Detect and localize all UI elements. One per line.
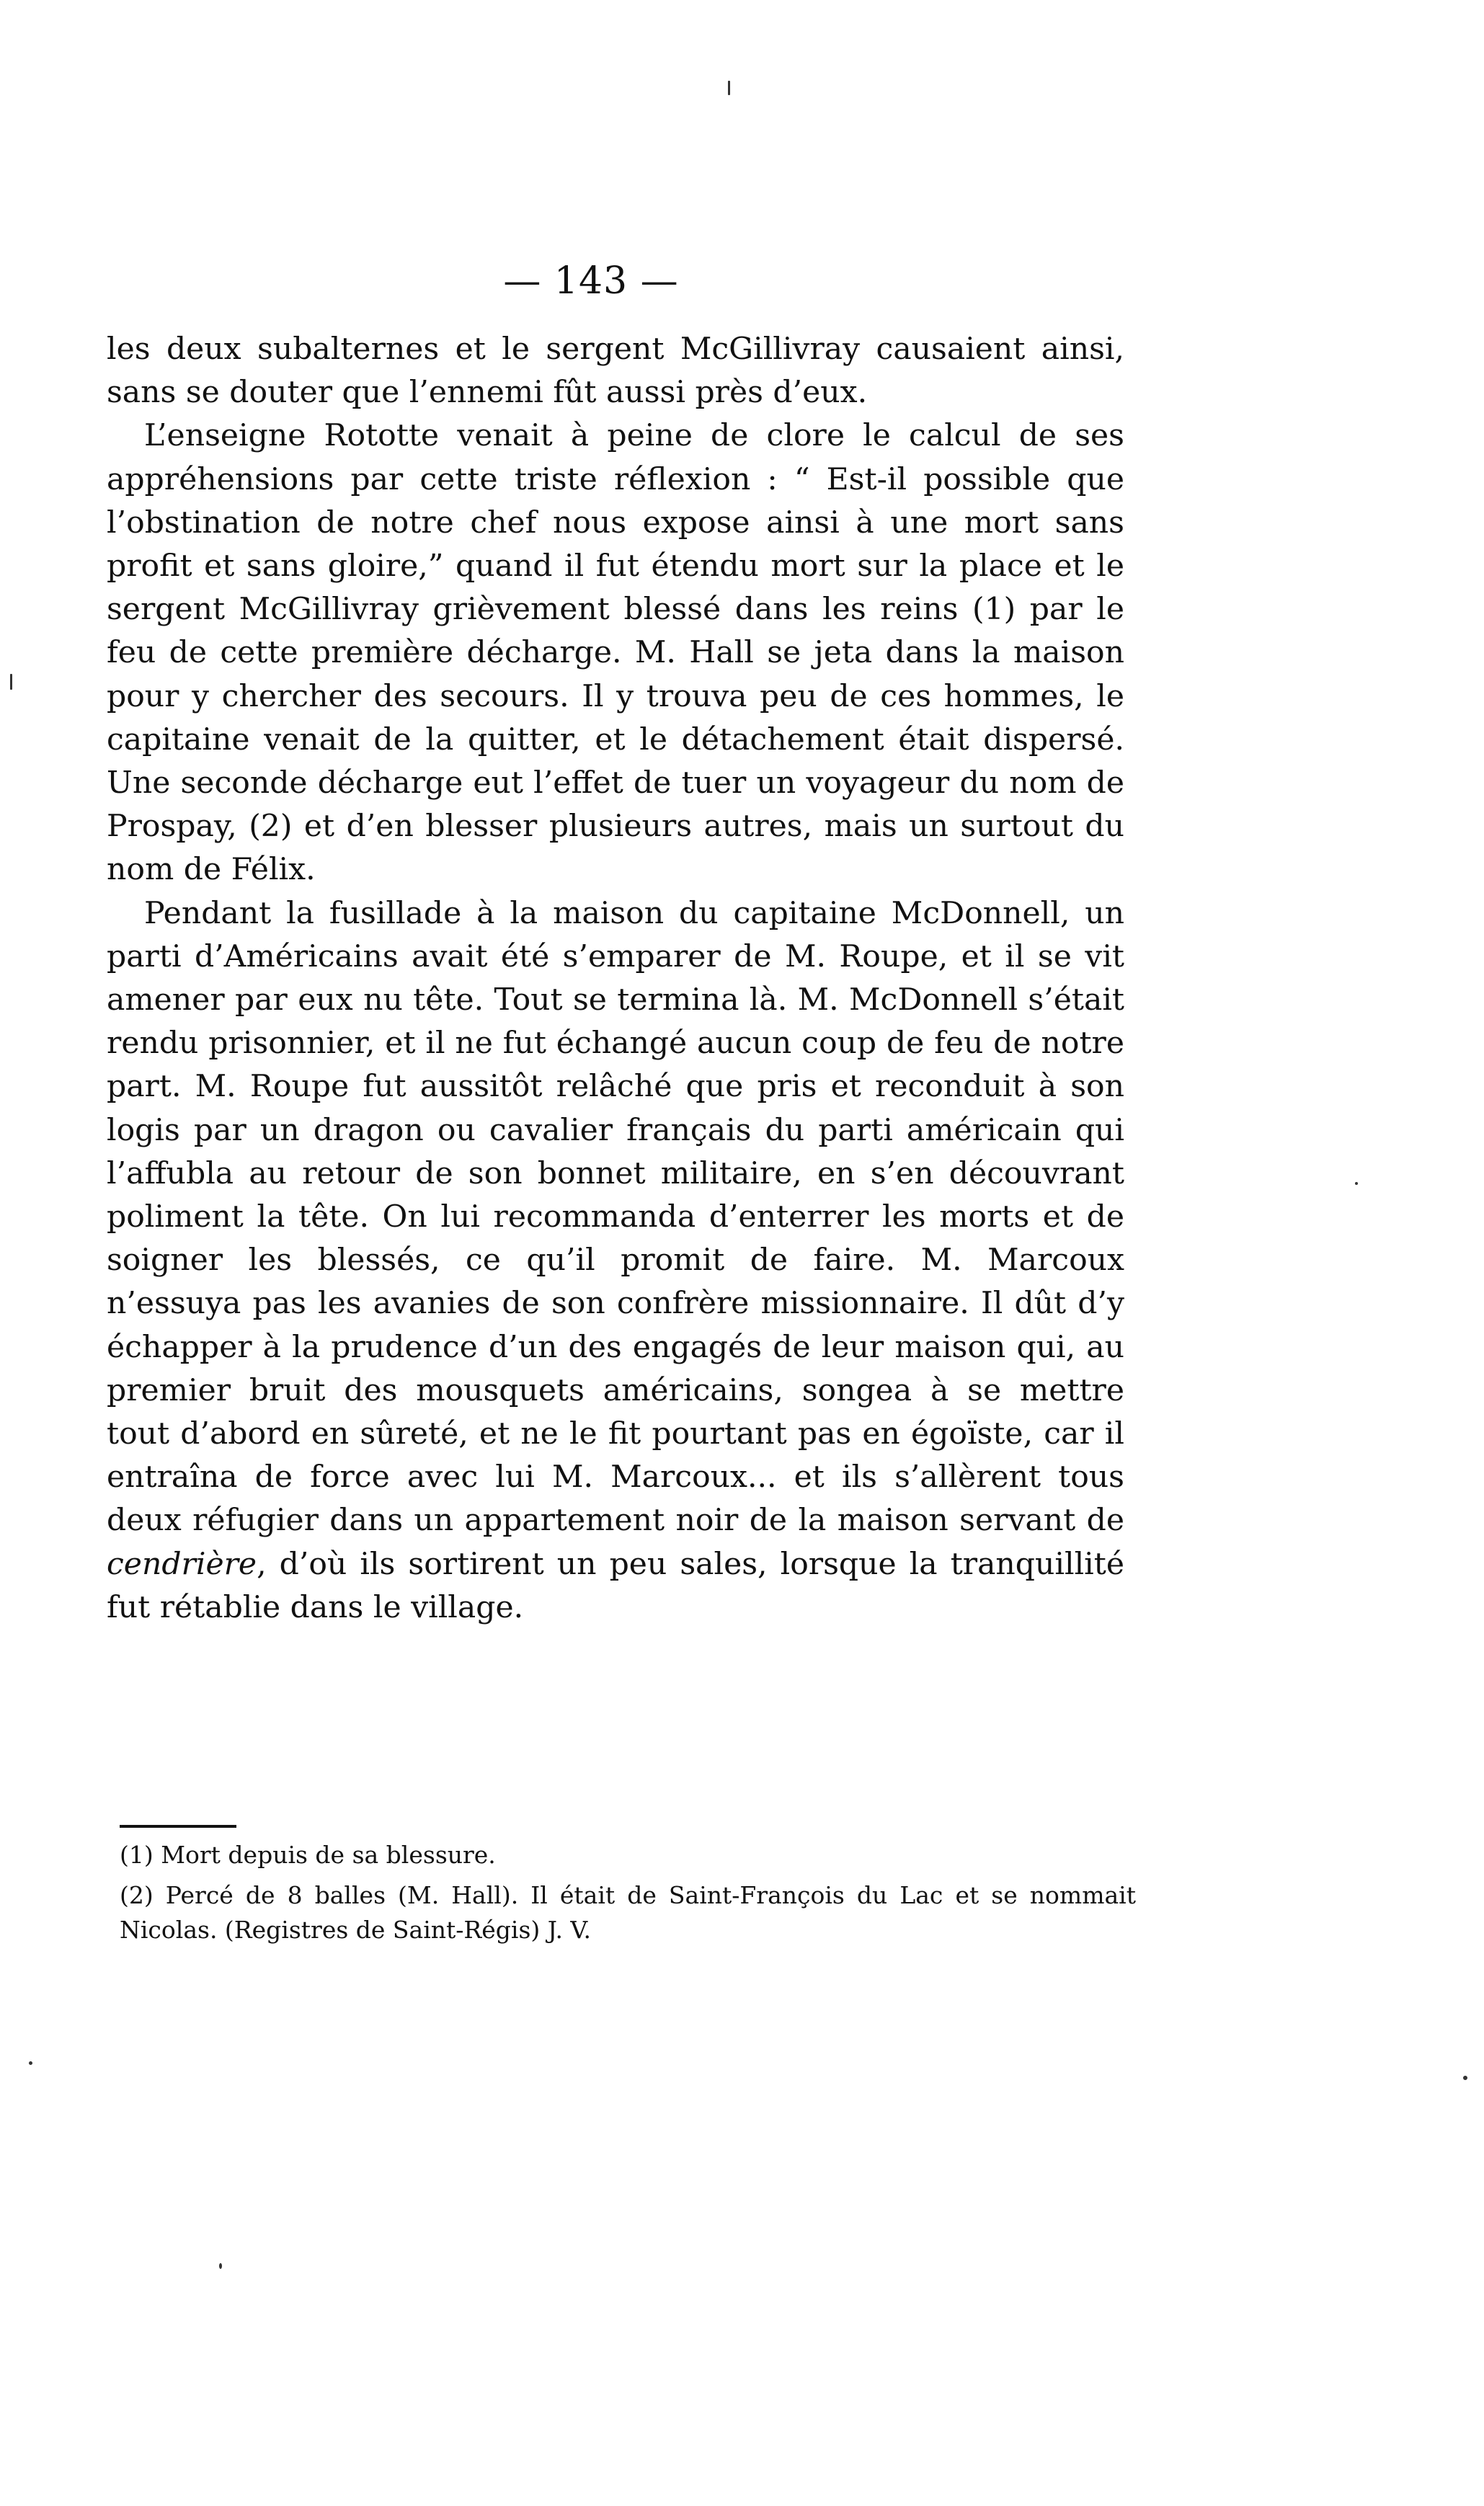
scan-speck: [10, 674, 12, 690]
footnote-divider: [120, 1825, 236, 1828]
page-number: — 143 —: [503, 259, 679, 303]
paragraph-3: [107, 892, 1124, 1630]
body-text: [107, 328, 1124, 1630]
scan-speck: [29, 2061, 32, 2065]
paragraph-2: L’enseigne Rototte venait à peine de clore le calcul de ses appréhensions par cette triste réflexion : “ Est-il possible que l’obstination de notre chef nous expose ainsi à une mort sans profit et sans gloire,” quand il fut étendu mort sur la place et le sergent McGillivray grièvement blessé dans les reins (1) par le feu de cette première décharge. M. Hall se jeta dans la maison pour y chercher des secours. Il y trouva peu de ces hommes, le capitaine venait de la quitter, et le détachement était dispersé. Une seconde décharge eut l’effet de tuer un voyageur du nom de Prospay, (2) et d’en blesser plusieurs autres, mais un surtout du nom de Félix.: [107, 418, 1124, 888]
paragraph-1: les deux subalternes et le sergent McGillivray causaient ainsi, sans se douter que l’ennemi fût aussi près d’eux.: [107, 332, 1124, 411]
scan-speck: [1355, 1182, 1358, 1185]
scan-speck: [728, 81, 730, 95]
footnote-2: (2) Percé de 8 balles (M. Hall). Il était de Saint-François du Lac et se nommait Nicolas. (Registres de Saint-Régis) J. V.: [120, 1881, 1136, 1944]
footnote-1: (1) Mort depuis de sa blessure.: [120, 1841, 496, 1869]
italic-word: cendrière: [107, 1546, 257, 1582]
scan-speck: [1463, 2076, 1467, 2080]
scan-speck: [219, 2263, 222, 2269]
paragraph-3-ending: , d’où ils sortirent un peu sales, lorsque la tranquillité fut rétablie dans le village.: [107, 1546, 1124, 1625]
paragraph-3-text: Pendant la fusillade à la maison du capitaine McDonnell, un parti d’Américains avait été s’emparer de M. Roupe, et il se vit amener par eux nu tête. Tout se termina là. M. McDonnell s’était rendu prisonnier, et il ne fut échangé aucun coup de feu de notre part. M. Roupe fut aussitôt relâché que pris et reconduit à son logis par un dragon ou cavalier français du parti américain qui l’affubla au retour de son bonnet militaire, en s’en découvrant poliment la tête. On lui recommanda d’enterrer les morts et de soigner les blessés, ce qu’il promit de faire. M. Marcoux n’essuya pas les avanies de son confrère missionnaire. Il dût d’y échapper à la prudence d’un des engagés de leur maison qui, au premier bruit des mousquets américains, songea à se mettre tout d’abord en sûreté, et ne le fit pourtant pas en égoïste, car il entraîna de force avec lui M. Marcoux... et ils s’allèrent tous deux réfugier dans un appartement noir de la maison servant de: [107, 895, 1124, 1539]
footnotes: [120, 1838, 1136, 1947]
